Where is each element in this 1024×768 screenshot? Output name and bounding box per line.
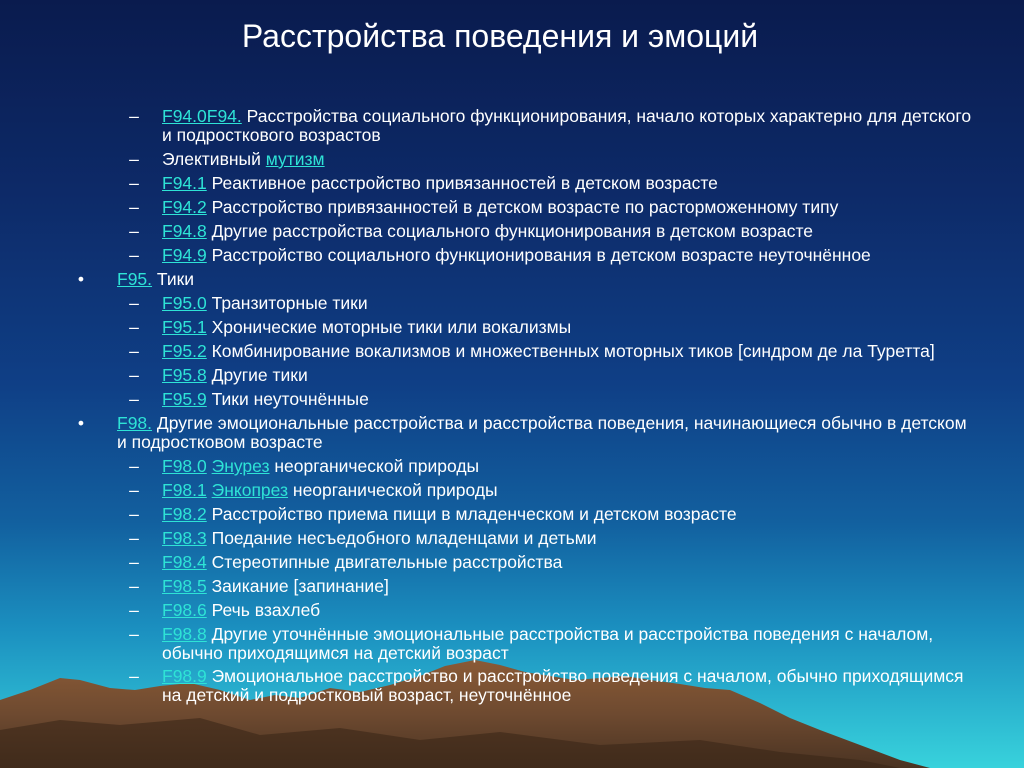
icd-code-link[interactable]: F94.0F94. xyxy=(162,106,242,126)
item-text: F94.8 Другие расстройства социального функционирования в детском возрасте xyxy=(162,221,814,241)
item-text-continuation: на детский и подростковый возраст, неуточнённое xyxy=(162,685,572,705)
term-link[interactable]: Энурез xyxy=(211,456,270,476)
icd-code-link[interactable]: F98. xyxy=(117,413,153,433)
icd-code-link[interactable]: F94.8 xyxy=(162,221,207,241)
icd-code-link[interactable]: F98.3 xyxy=(162,528,207,548)
term-link[interactable]: Энкопрез xyxy=(211,480,289,500)
icd-code-link[interactable]: F98.1 xyxy=(162,480,207,500)
dash-marker: – xyxy=(129,197,139,217)
icd-code-link[interactable]: F95.2 xyxy=(162,341,207,361)
dash-marker: – xyxy=(129,480,139,500)
item-text: F95. Тики xyxy=(117,269,195,289)
dash-marker: – xyxy=(129,317,139,337)
item-text: F94.2 Расстройство привязанностей в детском возрасте по расторможенному типу xyxy=(162,197,839,217)
dash-marker: – xyxy=(129,106,139,126)
item-text-continuation: обычно приходящимся на детский возраст xyxy=(162,643,509,663)
slide-title: Расстройства поведения и эмоций xyxy=(241,18,759,54)
item-text: F98.8 Другие уточнённые эмоциональные расстройства и расстройства поведения с началом, xyxy=(162,624,934,644)
dash-marker: – xyxy=(129,600,139,620)
item-text: F95.8 Другие тики xyxy=(162,365,308,385)
dash-marker: – xyxy=(129,365,139,385)
item-text: F98.1 Энкопрез неорганической природы xyxy=(162,480,498,500)
icd-code-link[interactable]: F98.9 xyxy=(162,666,207,686)
icd-code-link[interactable]: F98.2 xyxy=(162,504,207,524)
icd-code-link[interactable]: F95.0 xyxy=(162,293,207,313)
term-link[interactable]: мутизм xyxy=(265,149,325,169)
dash-marker: – xyxy=(129,341,139,361)
item-text: F98.4 Стереотипные двигательные расстройства xyxy=(162,552,563,572)
bullet-marker: • xyxy=(77,413,85,433)
item-text: F98.6 Речь взахлеб xyxy=(162,600,321,620)
dash-marker: – xyxy=(129,666,139,686)
icd-code-link[interactable]: F95.9 xyxy=(162,389,207,409)
item-text: F94.0F94. Расстройства социального функционирования, начало которых характерно для детского xyxy=(162,106,972,126)
dash-marker: – xyxy=(129,624,139,644)
dash-marker: – xyxy=(129,245,139,265)
item-text-continuation: и подростковом возрасте xyxy=(117,432,323,452)
item-text-continuation: и подросткового возрастов xyxy=(162,125,381,145)
item-text: F95.2 Комбинирование вокализмов и множественных моторных тиков [синдром де ла Туретта] xyxy=(162,341,935,361)
icd-code-link[interactable]: F98.8 xyxy=(162,624,207,644)
dash-marker: – xyxy=(129,528,139,548)
dash-marker: – xyxy=(129,456,139,476)
dash-marker: – xyxy=(129,576,139,596)
icd-code-link[interactable]: F98.5 xyxy=(162,576,207,596)
item-text: F98.9 Эмоциональное расстройство и расстройство поведения с началом, обычно приходящимся xyxy=(162,666,964,686)
dash-marker: – xyxy=(129,293,139,313)
icd-code-link[interactable]: F95.8 xyxy=(162,365,207,385)
item-text: F98. Другие эмоциональные расстройства и расстройства поведения, начинающиеся обычно в детском xyxy=(117,413,967,433)
item-text: F98.5 Заикание [запинание] xyxy=(162,576,389,596)
icd-code-link[interactable]: F94.9 xyxy=(162,245,207,265)
bullet-marker: • xyxy=(77,269,85,289)
item-text: Элективный мутизм xyxy=(162,149,325,169)
icd-code-link[interactable]: F98.6 xyxy=(162,600,207,620)
item-text: F98.2 Расстройство приема пищи в младенческом и детском возрасте xyxy=(162,504,737,524)
dash-marker: – xyxy=(129,173,139,193)
item-text: F94.9 Расстройство социального функционирования в детском возрасте неуточнённое xyxy=(162,245,871,265)
item-text: F98.3 Поедание несъедобного младенцами и детьми xyxy=(162,528,597,548)
icd-code-link[interactable]: F98.0 xyxy=(162,456,207,476)
icd-code-link[interactable]: F94.1 xyxy=(162,173,207,193)
dash-marker: – xyxy=(129,504,139,524)
dash-marker: – xyxy=(129,221,139,241)
item-text: F95.9 Тики неуточнённые xyxy=(162,389,369,409)
dash-marker: – xyxy=(129,552,139,572)
icd-code-link[interactable]: F98.4 xyxy=(162,552,207,572)
icd-code-link[interactable]: F94.2 xyxy=(162,197,207,217)
dash-marker: – xyxy=(129,389,139,409)
dash-marker: – xyxy=(129,149,139,169)
item-text: F95.1 Хронические моторные тики или вокализмы xyxy=(162,317,572,337)
item-text: F98.0 Энурез неорганической природы xyxy=(162,456,480,476)
item-text: F94.1 Реактивное расстройство привязанностей в детском возрасте xyxy=(162,173,718,193)
icd-code-link[interactable]: F95. xyxy=(117,269,153,289)
icd-code-link[interactable]: F95.1 xyxy=(162,317,207,337)
item-text: F95.0 Транзиторные тики xyxy=(162,293,368,313)
